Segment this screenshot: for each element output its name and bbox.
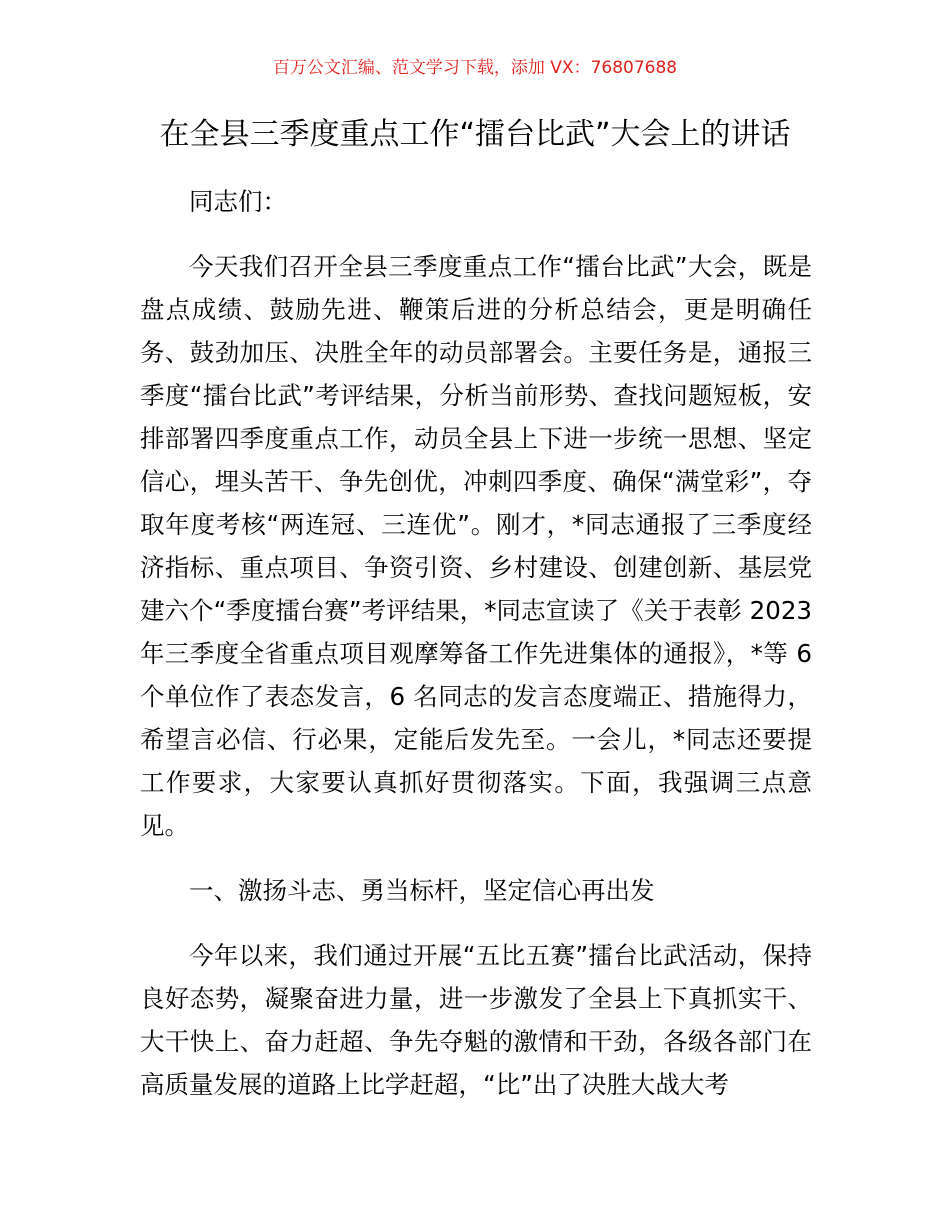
paragraph-intro: 今天我们召开全县三季度重点工作“擂台比武”大会，既是盘点成绩、鼓励先进、鞭策后进的分析总结会，更是明确任务、鼓劲加压、决胜全年的动员部署会。主要任务是，通报三季度“擂台比武”考评结果，分析当前形势、查找问题短板，安排部署四季度重点工作，动员全县上下进一步统一思想、坚定信心，埋头苦干、争先创优，冲刺四季度、确保“满堂彩”，夺取年度考核“两连冠、三连优”。刚才，*同志通报了三季度经济指标、重点项目、争资引资、乡村建设、创建创新、基层党建六个“季度擂台赛”考评结果，*同志宣读了《关于表彰 2023 年三季度全省重点项目观摩筹备工作先进集体的通报》，*等 6 个单位作了表态发言，6 名同志的发言态度端正、措施得力，希望言必信、行必果，定能后发先至。一会儿，*同志还要提工作要求，大家要认真抓好贯彻落实。下面，我强调三点意见。	[140, 252, 812, 840]
paragraph-section-1: 今年以来，我们通过开展“五比五赛”擂台比武活动，保持良好态势，凝聚奋进力量，进一步激发了全县上下真抓实干、大干快上、奋力赶超、争先夺魁的激情和干劲，各级各部门在高质量发展的道路上比学赶超，“比”出了决胜大战大考	[140, 941, 812, 1099]
document-body	[140, 180, 812, 1128]
section-heading-1: 一、激扬斗志、勇当标杆，坚定信心再出发	[189, 876, 655, 905]
salutation: 同志们：	[189, 187, 287, 216]
header-banner: 百万公文汇编、范文学习下载，添加 VX：76807688	[272, 58, 678, 78]
document-title: 在全县三季度重点工作“擂台比武”大会上的讲话	[159, 117, 791, 152]
